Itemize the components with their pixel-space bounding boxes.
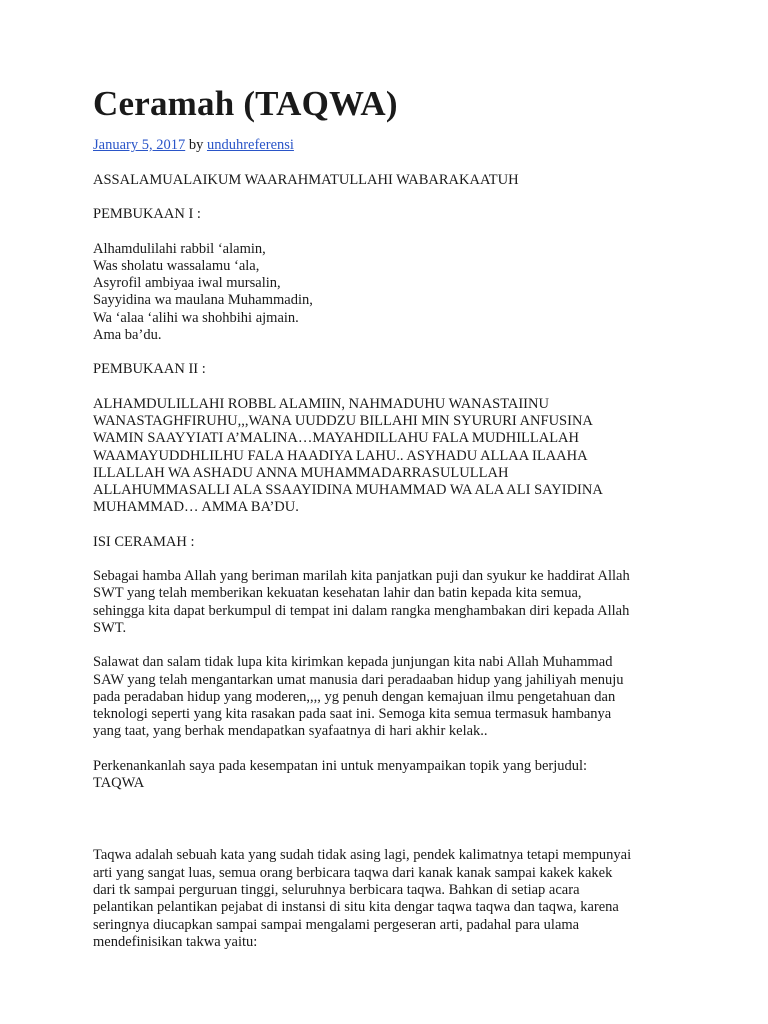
text-line: Salawat dan salam tidak lupa kita kirimkan kepada junjungan kita nabi Allah Muhammad: [93, 654, 613, 671]
content-paragraph-2: [93, 654, 683, 740]
text-line: Asyrofil ambiyaa iwal mursalin,: [93, 275, 281, 292]
text-line: seringnya diucapkan sampai sampai mengalami pergeseran arti, padahal para ulama: [93, 916, 580, 933]
content-heading: ISI CERAMAH :: [93, 533, 195, 550]
text-line: SWT.: [93, 619, 127, 636]
text-line: SAW yang telah mengantarkan umat manusia dari peradaaban hidup yang jahiliyah menuju: [93, 671, 624, 688]
text-line: SWT yang telah memberikan kekuatan kesehatan lahir dan batin kepada kita semua,: [93, 585, 582, 602]
opening1-text: [93, 241, 683, 345]
opening1-heading: PEMBUKAAN I :: [93, 206, 201, 223]
text-line: arti yang sangat luas, semua orang berbicara taqwa dari kanak kanak sampai kakek kakek: [93, 864, 613, 881]
text-line: teknologi seperti yang kita rasakan pada saat ini. Semoga kita semua termasuk hambanya: [93, 706, 612, 723]
text-line: WAAMAYUDDHLILHU FALA HAADIYA LAHU.. ASYHADU ALLAA ILAAHA: [93, 447, 588, 464]
opening2-heading: PEMBUKAAN II :: [93, 361, 206, 378]
text-line: sehingga kita dapat berkumpul di tempat ini dalam rangka menghambakan diri kepada Allah: [93, 602, 630, 619]
text-line: Wa ‘alaa ‘alihi wa shohbihi ajmain.: [93, 309, 299, 326]
text-line: dari tk sampai perguruan tinggi, seluruhnya berbicara taqwa. Bahkan di setiap acara: [93, 881, 580, 898]
opening2-text: [93, 396, 683, 517]
text-line: ALHAMDULILLAHI ROBBL ALAMIIN, NAHMADUHU WANASTAIINU: [93, 395, 549, 412]
text-line: pada peradaban hidup yang moderen,,,, yg penuh dengan kemajuan ilmu pengetahuan dan: [93, 688, 616, 705]
text-line: mendefinisikan takwa yaitu:: [93, 933, 258, 950]
text-line: Taqwa adalah sebuah kata yang sudah tidak asing lagi, pendek kalimatnya tetapi mempunyai: [93, 847, 632, 864]
text-line: WAMIN SAAYYIATI A’MALINA…MAYAHDILLAHU FALA MUDHILLALAH: [93, 430, 580, 447]
page-title: Ceramah (TAQWA): [93, 84, 398, 123]
text-line: yang taat, yang berhak mendapatkan syafaatnya di hari akhir kelak..: [93, 723, 488, 740]
post-date-link[interactable]: January 5, 2017: [93, 137, 186, 153]
text-line: pelantikan pelantikan pejabat di instansi di situ kita dengar taqwa taqwa dan taqwa, karena: [93, 899, 619, 916]
content-paragraph-4: [93, 847, 683, 951]
text-line: ALLAHUMMASALLI ALA SSAAYIDINA MUHAMMAD WA ALA ALI SAYIDINA: [93, 482, 603, 499]
text-line: Sayyidina wa maulana Muhammadin,: [93, 292, 313, 309]
text-line: MUHAMMAD… AMMA BA’DU.: [93, 499, 299, 516]
text-line: Sebagai hamba Allah yang beriman marilah kita panjatkan puji dan syukur ke haddirat Allah: [93, 568, 630, 585]
text-line: Perkenankanlah saya pada kesempatan ini untuk menyampaikan topik yang berjudul:: [93, 757, 588, 774]
text-line: Ama ba’du.: [93, 327, 162, 344]
text-line: TAQWA: [93, 775, 145, 792]
byline-text: by: [188, 137, 204, 153]
content-paragraph-3: [93, 758, 683, 793]
text-line: Alhamdulilahi rabbil ‘alamin,: [93, 240, 266, 257]
text-line: ILLALLAH WA ASHADU ANNA MUHAMMADARRASULULLAH: [93, 464, 509, 481]
author-link[interactable]: unduhreferensi: [206, 137, 294, 153]
spacer: [93, 809, 683, 847]
post-meta: [93, 136, 683, 154]
content-paragraph-1: [93, 568, 683, 637]
text-line: Was sholatu wassalamu ‘ala,: [93, 257, 260, 274]
article: [93, 82, 683, 968]
text-line: WANASTAGHFIRUHU,,,WANA UUDDZU BILLAHI MIN SYURURI ANFUSINA: [93, 412, 593, 429]
greeting: ASSALAMUALAIKUM WAARAHMATULLAHI WABARAKAATUH: [93, 172, 519, 188]
